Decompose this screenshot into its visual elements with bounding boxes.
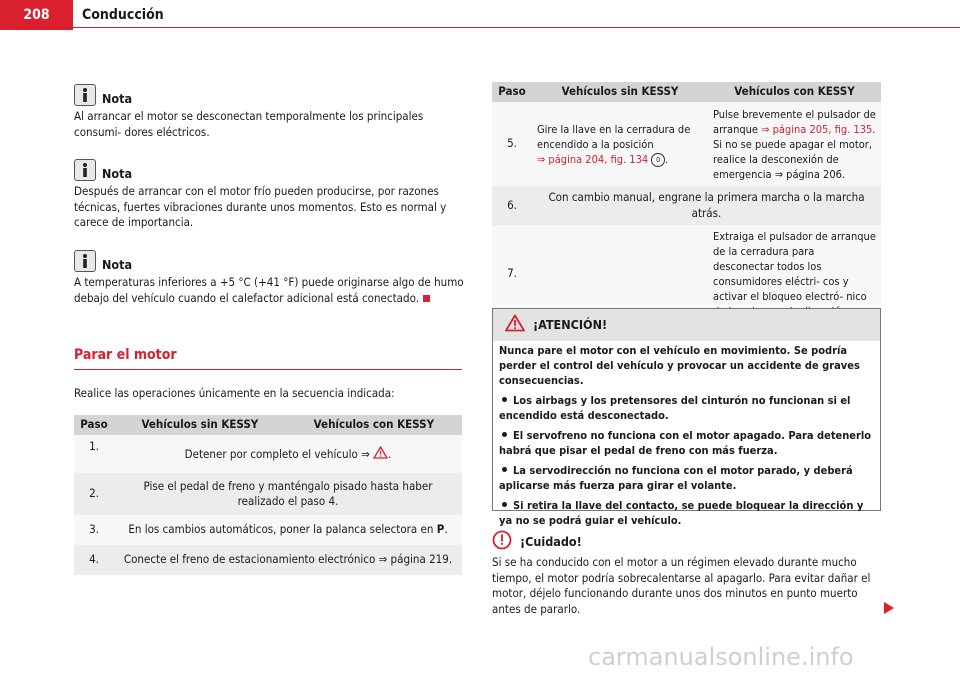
step-cell: 5.: [492, 102, 532, 186]
attention-bullet: Si retira la llave del contacto, se puede bloquear la dirección y ya no se podrá guiar el vehículo.: [499, 499, 864, 527]
bullet-icon: [502, 397, 507, 402]
col-header: Vehículos con KESSY: [286, 415, 462, 435]
info-icon: [74, 250, 96, 272]
step-text[interactable]: Conecte el freno de estacionamiento electrónico ⇒ página 219.: [114, 545, 462, 575]
steps-table-2: [492, 82, 881, 323]
next-page-arrow-icon[interactable]: [883, 601, 895, 620]
step-text: Detener por completo el vehículo ⇒ .: [114, 435, 462, 473]
note-title: Nota: [102, 257, 133, 272]
table-row: [74, 435, 462, 473]
step-text: En los cambios automáticos, poner la palanca selectora en P.: [114, 515, 462, 545]
bullet-icon: [502, 432, 507, 437]
section-title: Parar el motor: [74, 347, 177, 363]
section-intro: Realice las operaciones únicamente en la secuencia indicada:: [74, 386, 395, 400]
attention-header: [493, 309, 880, 341]
step-text-con-kessy: Pulse brevemente el pulsador de arranque ⇒ página 205, fig. 135. Si no se puede apagar el motor, realice la desconexión de emergencia ⇒ página 206.: [708, 102, 881, 186]
attention-bullet: La servodirección no funciona con el motor parado, y deberá aplicarse más fuerza para girar el volante.: [499, 464, 853, 492]
page-link[interactable]: ⇒ página 204, fig. 134: [537, 152, 649, 166]
note-1: [74, 82, 464, 140]
note-3: [74, 248, 464, 306]
step-cell: 6.: [492, 186, 532, 225]
table-row: [74, 515, 462, 545]
caution-text: Si se ha conducido con el motor a un régimen elevado durante mucho tiempo, el motor podría sobrecalentarse al apagarlo. Para evitar dañar el motor, déjelo funcionando durante unos dos minutos en punto muerto antes de pararlo.: [492, 555, 871, 616]
step-text-con-kessy: Extraiga el pulsador de arranque de la cerradura para desconectar todos los consumidores eléctri- cos y activar el bloqueo electró- nico: [708, 225, 881, 323]
col-header: Paso: [492, 82, 532, 102]
info-icon: [74, 159, 96, 181]
steps-table-1: [74, 415, 462, 575]
page-title: Conducción: [82, 7, 164, 23]
attention-bullet: Los airbags y los pretensores del cinturón no funcionan si el encendido está desconectado.: [499, 394, 851, 422]
caution-title: ¡Cuidado!: [520, 534, 582, 549]
col-header: Vehículos sin KESSY: [532, 82, 708, 102]
attention-intro: Nunca pare el motor con el vehículo en movimiento. Se podría perder el control del vehículo y provocar un accidente de graves consecuencias.: [499, 344, 860, 387]
section-rule: [74, 369, 462, 370]
caution-icon: [492, 530, 512, 555]
table-row: [492, 186, 881, 225]
bullet-icon: [502, 467, 507, 472]
caution-note: [492, 530, 884, 617]
step-text: Con cambio manual, engrane la primera marcha o la marcha atrás.: [532, 186, 881, 225]
info-icon: [74, 84, 96, 106]
table-row: [74, 473, 462, 515]
col-header: Vehículos con KESSY: [708, 82, 881, 102]
step-cell: 4.: [74, 545, 114, 575]
attention-title: ¡ATENCIÓN!: [533, 317, 608, 333]
note-text: A temperaturas inferiores a +5 °C (+41 °F) puede originarse algo de humo debajo del vehículo cuando el calefactor adicional está conectado.: [74, 275, 464, 305]
step-text-sin-kessy: Gire la llave en la cerradura de encendido a la posición ⇒ página 204, fig. 134 0 .: [532, 102, 708, 186]
end-marker-icon: [423, 295, 430, 302]
section-header: [74, 348, 462, 370]
step-cell: 7.: [492, 225, 532, 323]
bullet-icon: [502, 502, 507, 507]
col-header: Paso: [74, 415, 114, 435]
attention-bullet: El servofreno no funciona con el motor apagado. Para detenerlo habrá que pisar el pedal de freno con más fuerza.: [499, 429, 872, 457]
note-2: [74, 157, 464, 231]
note-text: Después de arrancar con el motor frío pueden producirse, por razones técnicas, fuertes vibraciones durante unos momentos. Esto es normal y carece de importancia.: [74, 184, 447, 229]
page-link[interactable]: ⇒ página 205, fig. 135: [761, 122, 873, 136]
table-row: [492, 102, 881, 186]
page-number: 208: [0, 0, 73, 30]
callout-badge: 0: [651, 153, 665, 167]
note-title: Nota: [102, 91, 133, 106]
attention-box: [492, 308, 881, 527]
step-cell: 1.: [74, 435, 114, 473]
table-row: [74, 545, 462, 575]
warning-icon: [505, 314, 525, 336]
step-cell: 2.: [74, 473, 114, 515]
step-text: Pise el pedal de freno y manténgalo pisado hasta haber realizado el paso 4.: [114, 473, 462, 515]
note-text: Al arrancar el motor se desconectan temporalmente los principales consumi- dores eléctricos.: [74, 109, 424, 139]
col-header: Vehículos sin KESSY: [114, 415, 286, 435]
note-title: Nota: [102, 166, 133, 181]
header-rule: [73, 27, 960, 28]
step-cell: 3.: [74, 515, 114, 545]
watermark: carmanualsonline.info: [588, 643, 854, 671]
warning-icon: [373, 447, 388, 461]
